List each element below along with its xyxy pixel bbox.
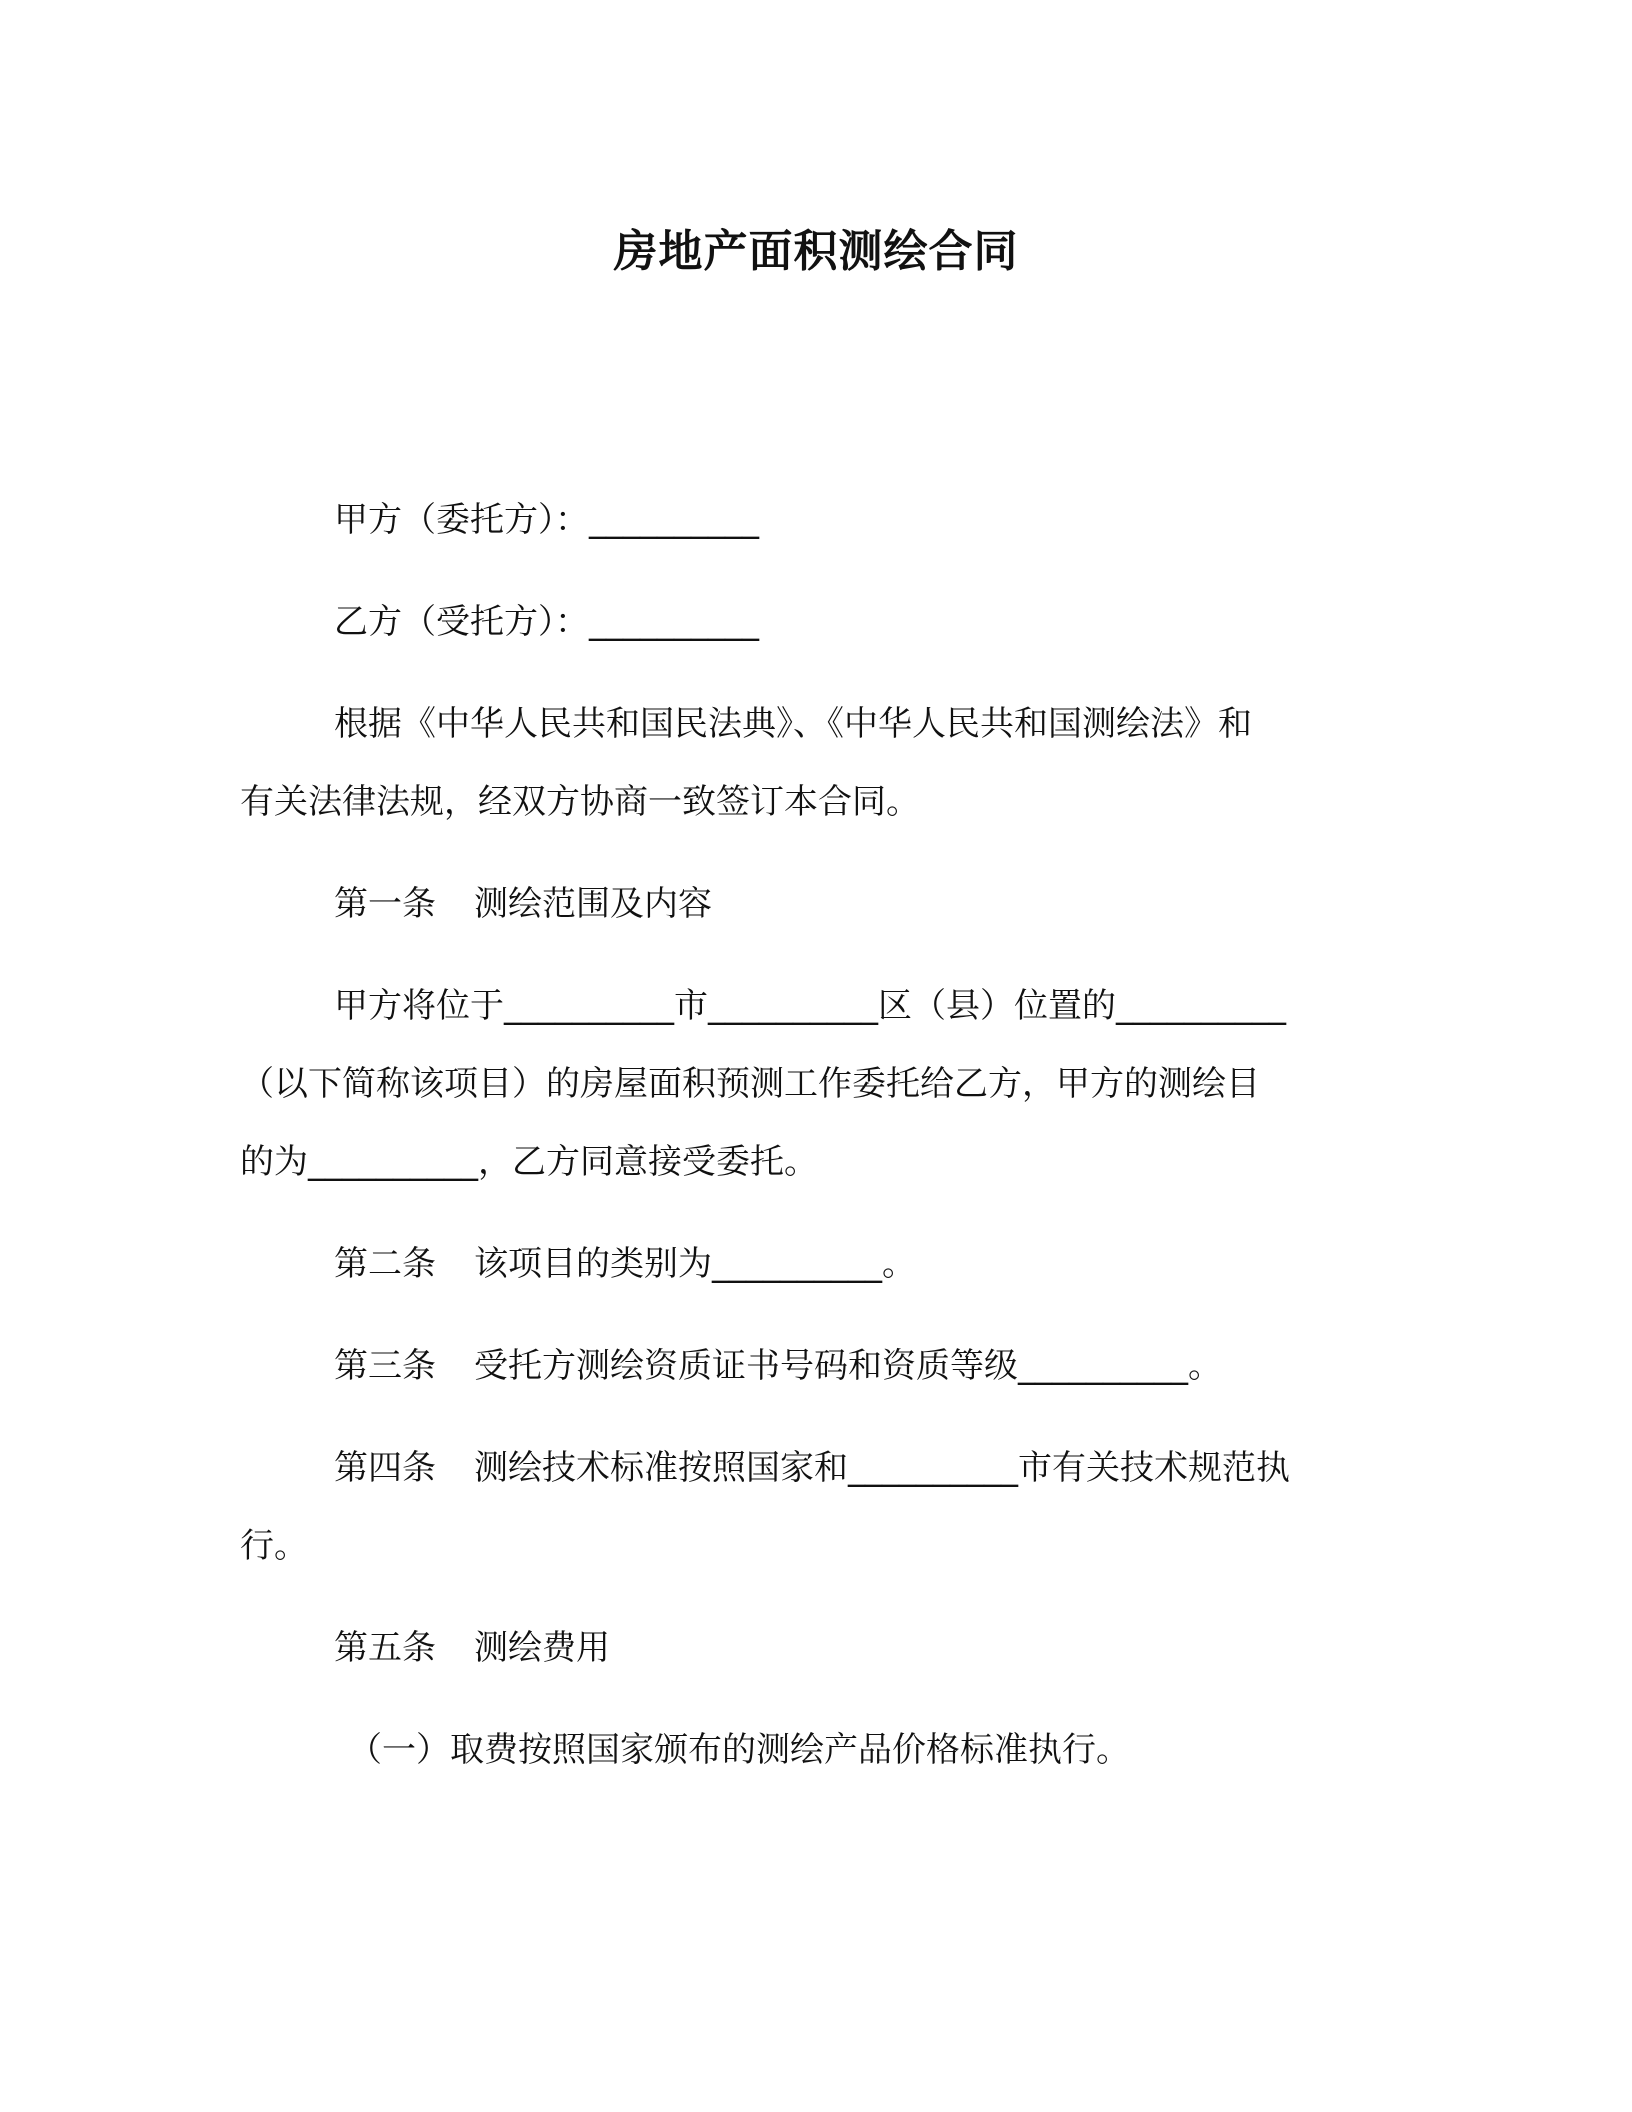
article-3 bbox=[334, 1342, 1222, 1390]
article-4-text: 测绘技术标准按照国家和__________市有关技术规范执 bbox=[474, 1448, 1290, 1488]
party-a-line: 甲方（委托方）：__________ bbox=[334, 500, 759, 540]
article-2-text: 该项目的类别为__________。 bbox=[474, 1244, 916, 1284]
article-1-title: 测绘范围及内容 bbox=[474, 884, 712, 924]
article-2-number: 第二条 bbox=[334, 1244, 436, 1284]
article-4 bbox=[334, 1444, 1290, 1492]
article-1-line-1: 甲方将位于__________市__________区（县）位置的__________ bbox=[334, 986, 1286, 1026]
article-2 bbox=[334, 1240, 916, 1288]
article-4-number: 第四条 bbox=[334, 1448, 436, 1488]
preamble-line-2: 有关法律法规，经双方协商一致签订本合同。 bbox=[240, 782, 920, 822]
article-4-line-2: 行。 bbox=[240, 1526, 308, 1566]
article-5-heading bbox=[334, 1624, 610, 1672]
article-5-number: 第五条 bbox=[334, 1628, 436, 1668]
article-1-line-3: 的为__________，乙方同意接受委托。 bbox=[240, 1142, 818, 1182]
article-3-text: 受托方测绘资质证书号码和资质等级__________。 bbox=[474, 1346, 1222, 1386]
article-1-line-2: （以下简称该项目）的房屋面积预测工作委托给乙方，甲方的测绘目 bbox=[240, 1064, 1260, 1104]
party-b-line: 乙方（受托方）：__________ bbox=[334, 602, 759, 642]
article-1-number: 第一条 bbox=[334, 884, 436, 924]
document-title: 房地产面积测绘合同 bbox=[613, 226, 1019, 277]
article-1-heading bbox=[334, 880, 712, 928]
article-5-item-1: （一）取费按照国家颁布的测绘产品价格标准执行。 bbox=[348, 1730, 1130, 1770]
article-3-number: 第三条 bbox=[334, 1346, 436, 1386]
article-5-title: 测绘费用 bbox=[474, 1628, 610, 1668]
preamble-line-1: 根据《中华人民共和国民法典》、《中华人民共和国测绘法》和 bbox=[334, 704, 1252, 744]
